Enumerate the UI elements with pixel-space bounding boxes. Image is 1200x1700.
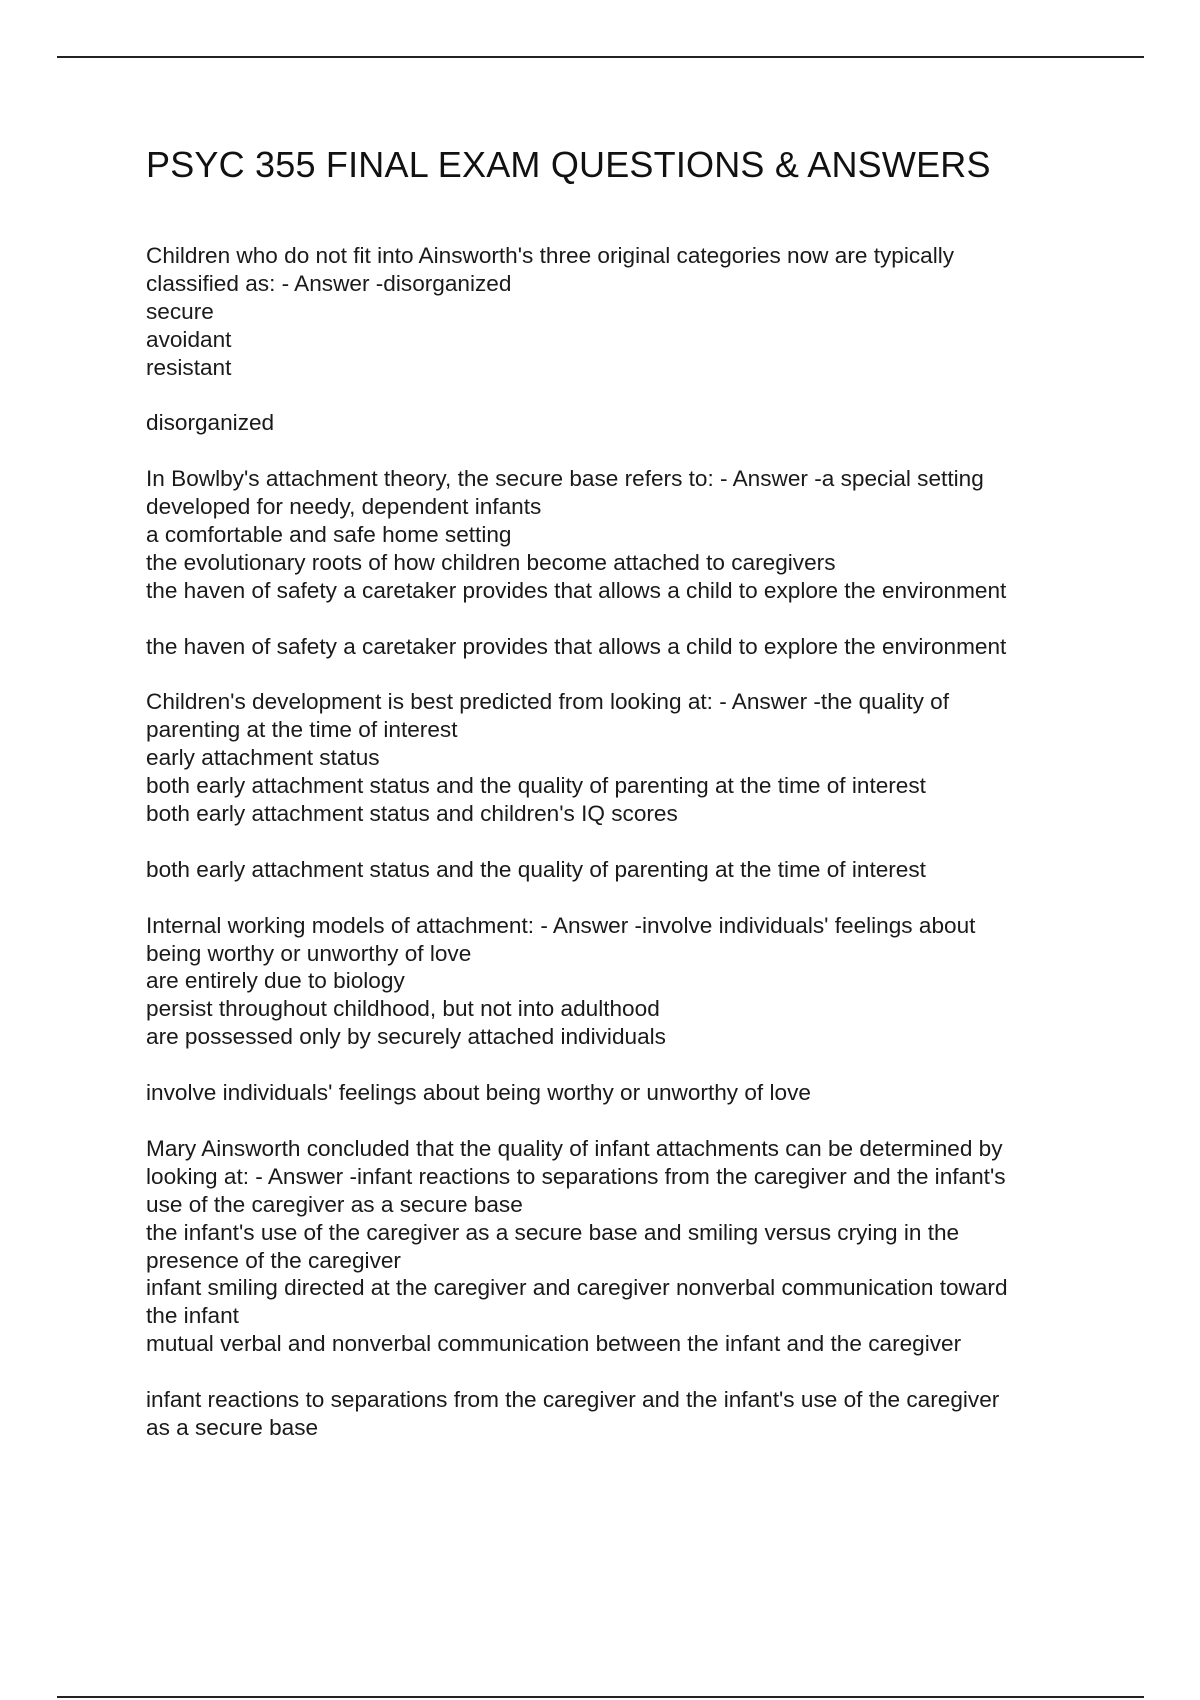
answer-option: avoidant [146,326,232,352]
qa-item [146,242,1086,437]
page-title: PSYC 355 FINAL EXAM QUESTIONS & ANSWERS [146,144,991,185]
top-divider [57,56,1144,58]
answer-option: early attachment status [146,745,380,771]
answer-option: are entirely due to biology [146,968,405,994]
correct-answer [146,633,1086,661]
answer-option: resistant [146,354,232,380]
question-text [146,242,1086,382]
answer-line: involve individuals' feelings about being worthy or unworthy of love [146,1080,811,1106]
answer-option: both early attachment status and the quality of parenting at the time of interest [146,773,926,799]
question-text [146,912,1086,1052]
answer-line: both early attachment status and the quality of parenting at the time of interest [146,856,926,882]
answer-option: the infant [146,1303,239,1329]
answer-option: the haven of safety a caretaker provides that allows a child to explore the environment [146,577,1007,603]
bottom-divider [57,1696,1144,1698]
question-line: In Bowlby's attachment theory, the secure base refers to: - Answer -a special setting [146,466,984,492]
answer-option: infant smiling directed at the caregiver and caregiver nonverbal communication toward [146,1275,1008,1301]
answer-option: persist throughout childhood, but not into adulthood [146,996,660,1022]
answer-line: the haven of safety a caretaker provides that allows a child to explore the environment [146,633,1007,659]
question-line: Internal working models of attachment: - Answer -involve individuals' feelings about [146,912,976,938]
correct-answer [146,856,1086,884]
question-line: looking at: - Answer -infant reactions to separations from the caregiver and the infant's [146,1163,1006,1189]
answer-option: a comfortable and safe home setting [146,522,512,548]
question-line: use of the caregiver as a secure base [146,1191,523,1217]
qa-item [146,1135,1086,1442]
question-line: being worthy or unworthy of love [146,940,472,966]
question-text [146,465,1086,605]
qa-item [146,688,1086,883]
answer-option: both early attachment status and children's IQ scores [146,801,678,827]
question-line: classified as: - Answer -disorganized [146,270,512,296]
qa-content [146,242,1086,1470]
answer-option: the infant's use of the caregiver as a secure base and smiling versus crying in the [146,1219,960,1245]
answer-option: the evolutionary roots of how children become attached to caregivers [146,549,836,575]
correct-answer [146,1386,1086,1442]
answer-line: disorganized [146,410,275,436]
answer-line: as a secure base [146,1414,319,1440]
answer-option: are possessed only by securely attached individuals [146,1024,666,1050]
correct-answer [146,409,1086,437]
question-line: Mary Ainsworth concluded that the quality of infant attachments can be determined by [146,1135,1003,1161]
qa-item [146,912,1086,1107]
answer-line: infant reactions to separations from the caregiver and the infant's use of the caregiver [146,1387,1000,1413]
answer-option: presence of the caregiver [146,1247,401,1273]
answer-option: secure [146,298,214,324]
question-line: Children's development is best predicted from looking at: - Answer -the quality of [146,689,950,715]
qa-item [146,465,1086,660]
question-line: developed for needy, dependent infants [146,494,542,520]
question-line: parenting at the time of interest [146,717,458,743]
question-text [146,1135,1086,1358]
question-text [146,688,1086,828]
correct-answer [146,1079,1086,1107]
answer-option: mutual verbal and nonverbal communication between the infant and the caregiver [146,1331,962,1357]
question-line: Children who do not fit into Ainsworth's three original categories now are typically [146,243,955,268]
